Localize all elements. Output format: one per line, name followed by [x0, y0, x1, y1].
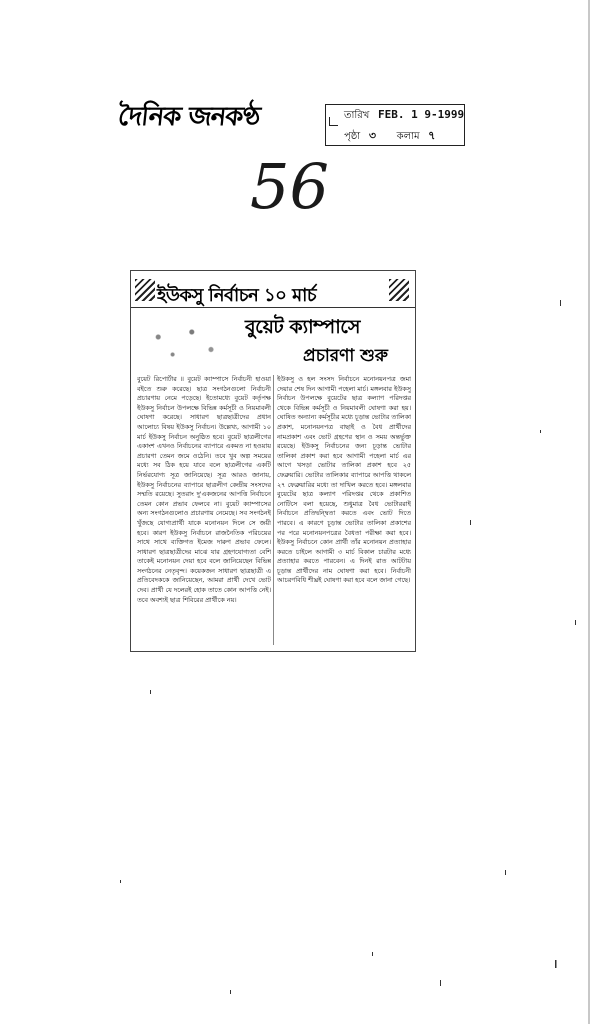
stamp-mark-icon	[329, 117, 338, 126]
stamp-page-value: ৩	[368, 129, 376, 142]
article-left-column	[137, 375, 271, 645]
stamp-column-value: ৭	[428, 129, 436, 142]
newspaper-clipping	[130, 270, 416, 652]
hatch-decoration-left	[135, 279, 155, 301]
article-subhead-1: বুয়েট ক্যাম্পাসে	[245, 316, 360, 338]
column-divider	[273, 375, 274, 645]
right-column-text: ইউকসু ও হল সংসদ নির্বাচনে মনোনয়নপত্র জমা দেয়ার শেষ দিন আগামী পহেলা মার্চ। মঙ্গলবার ইউকসু নির্বাচন উপলক্ষে বুয়েটের ছাত্র কল্যাণ পরিদপ্তর থেকে বিভিন্ন কর্মসূচী ও নিয়মাবলী ঘোষণা করা হয়। ঘোষিত অন্যান্য কর্মসূচীর মধ্যে চূড়ান্ত ভোটার তালিকা প্রকাশ, মনোনয়নপত্র বাছাই ও বৈধ প্রার্থীদের নামপ্রকাশ এবং ভোট গ্রহণের স্থান ও সময় অন্তর্ভুক্ত রয়েছে। ইউকসু নির্বাচনের জন্য চূড়ান্ত ভোটার তালিকা প্রকাশ করা হবে আগামী পহেলা মার্চ এর আগে খসড়া ভোটার তালিকা প্রকাশ হবে ২৫ ফেব্রুয়ারি। ভোটার তালিকার ব্যাপারে আপত্তি থাকলে ২৭ ফেব্রুয়ারির মধ্যে তা দাখিল করতে হবে। মঙ্গলবার বুয়েটের ছাত্র কল্যাণ পরিদপ্তর থেকে প্রকাশিত নোটিসে বলা হয়েছে, শুধুমাত্র বৈধ ভোটাররাই নির্বাচনে প্রতিদ্বন্দ্বিতা করতে এবং ভোট দিতে পারবে। এ কারণে চূড়ান্ত ভোটার তালিকা প্রকাশের পর পরে মনোনয়নপত্রের বৈধতা পরীক্ষা করা হবে। ইউকসু নির্বাচনে কোন প্রার্থী তাঁর মনোনয়ন প্রত্যাহার করতে চাইলে আগামী ৩ মার্চ বিকাল চারটার মধ্যে প্রত্যাহার করতে পারবেন। এ দিনই রাত আটটায় চূড়ান্ত প্রার্থীদের নাম ঘোষণা করা হবে। নির্বাচনী আচরণবিধি শীঘ্রই ঘোষণা করা হবে বলে জানা গেছে।	[277, 375, 411, 585]
newspaper-masthead: দৈনিক জনকণ্ঠ	[116, 102, 262, 132]
article-right-column	[277, 375, 411, 645]
stamp-page-label: পৃষ্ঠা	[344, 131, 361, 142]
page-edge	[588, 0, 590, 1024]
stamp-column-label: কলাম	[396, 131, 420, 142]
handwritten-number: 56	[250, 150, 329, 223]
stamp-date-label: তারিখ	[344, 110, 370, 121]
archive-stamp	[325, 104, 465, 146]
article-headline: ইউকসু নির্বাচন ১০ মার্চ	[157, 285, 317, 306]
stamp-page-row	[344, 127, 435, 146]
hatch-decoration-right	[389, 279, 409, 301]
faded-print-smudge	[139, 317, 235, 367]
stamp-date-row	[344, 108, 464, 125]
headline-band	[131, 271, 415, 308]
stamp-date-value: FEB. 1 9-1999	[377, 108, 465, 121]
left-column-text: বুয়েট রিপোর্টার ॥ বুয়েট ক্যাম্পাসে নির্বাচনী হাওয়া বইতে শুরু করেছে। ছাত্র সংগঠনগুলো নির্বাচনী প্রচারণায় নেমে পড়েছে। ইতোমধ্যে বুয়েট কর্তৃপক্ষ ইউকসু নির্বাচন উপলক্ষে বিভিন্ন কর্মসূচী ও নিয়মাবলী ঘোষণা করেছে। সাধারণ ছাত্রছাত্রীদের প্রধান আলোচ্য বিষয় ইউকসু নির্বাচন। উল্লেখ্য, আগামী ১০ মার্চ ইউকসু নির্বাচন অনুষ্ঠিত হবে। বুয়েট ছাত্রলীগের একাংশ এখনও নির্বাচনের ব্যাপারে একমত না হওয়ায় প্রচারণা তেমন জমে ওঠেনি। তবে খুব অল্প সময়ের মধ্যে সব ঠিক হয়ে যাবে বলে ছাত্রলীগের একটি নির্ভরযোগ্য সূত্র জানিয়েছে। সূত্র আরও জানায়, ইউকসু নির্বাচনের ব্যাপারে ছাত্রলীগ কেন্দ্রীয় সংসদের সম্মতি রয়েছে। সুতরাং দু'একজনের আপত্তি নির্বাচনে তেমন কোন প্রভাব ফেলবে না। বুয়েট ক্যাম্পাসের অন্য সংগঠনগুলোও প্রচারণায় নেমেছে। সব সংগঠনই খুঁজছে যোগ্যপ্রার্থী যাকে মনোনয়ন দিলে সে জয়ী হবে। কারণ ইউকসু নির্বাচনে রাজনৈতিক পরিচয়ের সাথে সাথে ব্যক্তিগত ইমেজ দারুণ প্রভাব ফেলে। সাধারণ ছাত্রছাত্রীদের মাঝে যার গ্রহণযোগ্যতা বেশি তাকেই মনোনয়ন দেয়া হবে বলে জানিয়েছেন বিভিন্ন সংগঠনের নেতৃবৃন্দ। কয়েকজন সাধারণ ছাত্রছাত্রী এ প্রতিবেদককে জানিয়েছেন, আমরা প্রার্থী দেখে ভোট দেব। প্রার্থী যে দলেরই হোক তাতে কোন আপত্তি নেই। তবে অবশ্যই ছাত্র শিবিরের প্রার্থীকে নয়।	[137, 375, 271, 604]
article-subhead-2: প্রচারণা শুরু	[303, 346, 388, 366]
